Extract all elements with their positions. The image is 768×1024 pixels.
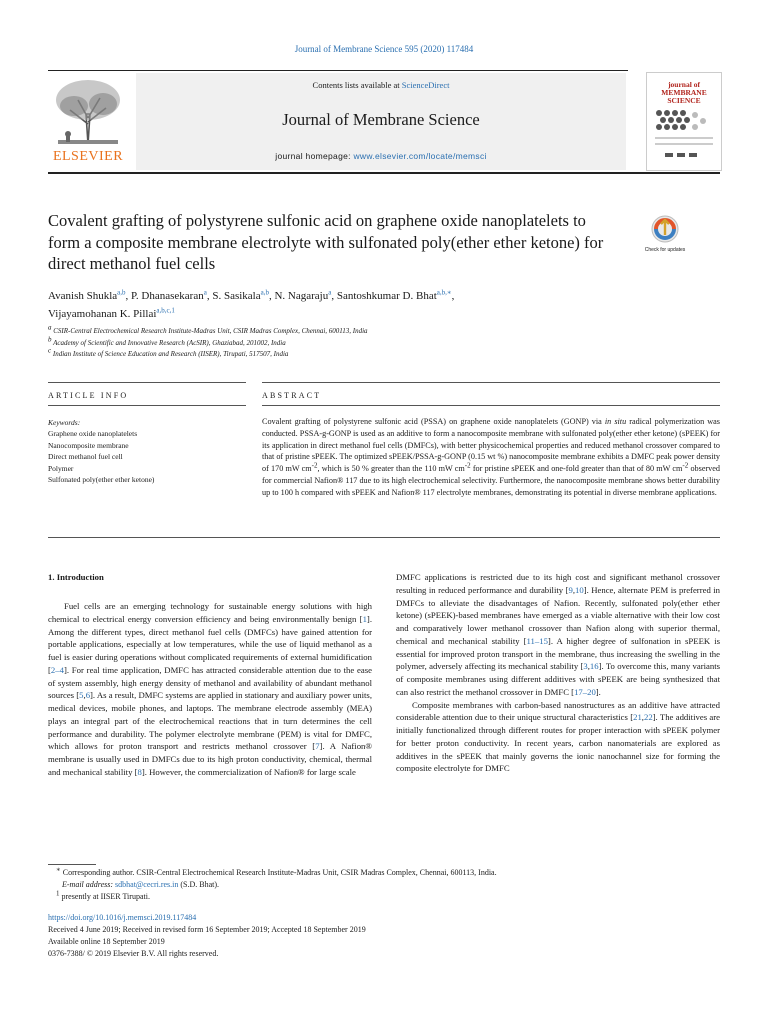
corresponding-footnote [56,867,716,879]
unit-exp-3: -2 [682,461,689,470]
check-for-updates-badge[interactable] [646,213,684,263]
copyright: 0376-7388/ © 2019 Elsevier B.V. All rights reserved. [48,949,219,958]
author-name[interactable]: P. Dhanasekaran [131,290,204,302]
keyword[interactable]: Nanocomposite membrane [48,440,129,450]
keyword[interactable]: Direct methanol fuel cell [48,452,123,461]
author-affil-marks[interactable]: a,b [260,288,269,297]
intro-text: Composite membranes with carbon-based nanostructures as an additive have attracted considerable attention due to their unique structural characteristics [ [396,699,720,723]
corr-text: Corresponding author. CSIR-Central Electrochemical Research Institute-Madras Unit, CSIR Madras Complex, Chennai, 600113, India. [60,868,497,877]
keyword[interactable]: Graphene oxide nanoplatelets [48,429,138,438]
reference-link[interactable]: 2–4 [50,664,64,675]
intro-paragraph [396,699,720,776]
intro-text: ]. Hence, alternate PEM is preferred in DMFCs to alleviate the disadvantages of Nafion. Recently, sulfonated poly(ether ether ketone) (sPEEK)-based membranes have emerged as a viable alternative with their low cost and comparatively lower methanol crossover than Nafion along with superior thermal, chemical and mechanical stability [ [396,584,720,646]
author-separator: , [451,290,455,302]
author-affil-marks[interactable]: a [203,288,207,297]
homepage-link[interactable]: www.elsevier.com/locate/memsci [353,151,487,161]
intro-text: , [587,661,590,672]
intro-text: , [572,584,576,595]
author-affil-marks[interactable]: a,b,∗ [436,288,452,297]
elsevier-wordmark: ELSEVIER [52,149,124,164]
intro-text: DMFC applications is restricted due to its high cost and significant methanol crossover resulting in reduced performance and durability [ [396,572,720,595]
reference-link[interactable]: 17–20 [574,686,596,697]
abstract-text [262,416,720,498]
email-footnote [62,879,722,891]
journal-name: Journal of Membrane Science [282,110,480,129]
affiliation-text: Academy of Scientific and Innovative Research (AcSIR), Ghaziabad, 201002, India [53,338,286,347]
article-info-heading: ARTICLE INFO [48,391,129,400]
journal-homepage [136,151,626,161]
author-name[interactable]: Avanish Shukla [48,290,118,302]
keywords-list [48,428,238,486]
cover-title: journal of MEMBRANE SCIENCE [661,80,707,105]
reference-link[interactable]: 11–15 [526,635,548,646]
keywords-label: Keywords: [48,418,81,427]
check-for-updates-label: Check for updates [644,247,686,253]
article-info-rule [48,382,246,383]
email-label: E-mail address: [62,880,116,889]
author-name[interactable]: Vijayamohanan K. Pillai [48,308,157,320]
received-dates: Received 4 June 2019; Received in revised form 16 September 2019; Accepted 18 September 2019 [48,925,366,934]
reference-link[interactable]: 5 [79,690,84,701]
intro-text: ]. Among the different types, direct methanol fuel cells (DMFCs) have gained attention for portable applications, especially at low temperatures, while the use of liquid methanol as a fuel is easier during operations without complicated requirements of external humidification [ [48,613,372,675]
unit-exp-2: -2 [464,461,471,470]
intro-text: , [83,690,86,701]
journal-citation-link[interactable]: Journal of Membrane Science 595 (2020) 117484 [294,44,474,54]
article-title: Covalent grafting of polystyrene sulfonic acid on graphene oxide nanoplatelets to form a composite membrane electrolyte with sulfonated poly(ether ether ketone) for direct methanol fuel cells [48,211,604,273]
abstract-rule-2 [262,405,720,406]
intro-text: ]. To overcome this, many variants of composite membranes using different additives with sPEEK are being synthesized that can also restrict the methanol crossover in DMFC [ [396,661,720,697]
contents-line [136,80,626,90]
contents-prefix: Contents lists available at [312,80,402,90]
reference-link[interactable]: 10 [575,584,584,595]
intro-text: ]. A higher degree of sulfonation in sPEEK is essential for improved proton transport in the membrane, thus increasing the swelling in the polymer, adversely affecting its mechanical stability [ [396,635,720,672]
present-address-footnote [56,891,716,903]
affiliation-line [48,346,648,361]
author-affil-marks[interactable]: a,b [117,288,126,297]
reference-link[interactable]: 6 [85,690,91,701]
reference-link[interactable]: 22 [643,712,653,723]
affiliation-text: CSIR-Central Electrochemical Research Institute-Madras Unit, CSIR Madras Complex, Chennai, 600113, India [53,327,368,335]
intro-text: ]. A Nafion® membrane is usually used in DMFCs due to its high proton conductivity, chemical, thermal and mechanical stability [ [48,741,372,777]
reference-link[interactable]: 8 [137,766,142,777]
corr-mark: ∗ [56,865,61,874]
affiliation-line [48,335,648,350]
abstract-heading: ABSTRACT [262,391,322,400]
intro-text: , [641,712,644,723]
intro-text: ]. [595,686,601,697]
affiliation-mark: c [48,346,52,355]
author-affil-marks[interactable]: a [328,288,332,297]
affiliation-mark: a [48,323,52,332]
intro-text: ]. However, the commercialization of Nafion® for large scale [141,766,356,777]
affiliations [48,323,648,361]
reference-link[interactable]: 16 [589,661,599,672]
email-link[interactable]: sdbhat@cecri.res.in [115,880,179,889]
affiliation-line [48,323,648,338]
doi-link[interactable]: https://doi.org/10.1016/j.memsci.2019.117484 [48,913,197,922]
intro-text: ]. For real time application, DMFC has attracted considerable attention due to the ease of system assembly, high energy density of methanol and availability of abundant methanol sources [ [48,664,372,701]
cover-graphic [651,107,717,163]
journal-cover-thumbnail[interactable] [646,72,722,171]
email-suffix: (S.D. Bhat). [178,880,220,889]
homepage-prefix: journal homepage: [275,151,354,161]
abstract-part-5: observed for commercial Nafion® 117 due to its high electrochemical selectivity. Furthermore, the nanocomposite membrane shows better durability up to 100 h compared with sPEEK and Nafion® 117 electrolyte membranes, demonstrating its potential in diverse membrane applications. [262,464,721,497]
keyword[interactable]: Sulfonated poly(ether ether ketone) [48,475,155,484]
unit-exp-1: -2 [311,461,318,470]
intro-paragraph [48,600,372,779]
author-separator: , [268,290,275,302]
abstract-rule-bottom [48,537,720,538]
author-separator: , [206,290,213,302]
intro-text: ]. The additives are initially functionalized through different routes for proper interaction with sPEEK polymer for better proton conductivity. In recent years, carbon nanomaterials are explored as additives in the sPEEK that mainly governs the ionic nanochannel size for forming the composite electrolyte for DMFC [396,712,720,774]
article-info-rule-2 [48,405,246,406]
intro-heading: 1. Introduction [48,572,104,582]
affiliation-text: Indian Institute of Science Education and Research (IISER), Tirupati, 517507, India [52,350,289,358]
intro-paragraph [396,571,720,699]
sciencedirect-link[interactable]: ScienceDirect [401,80,450,90]
reference-link[interactable]: 3 [583,661,588,672]
intro-text: Fuel cells are an emerging technology for sustainable energy solutions with high chemical to electrical energy conversion efficiency and being environmentally benign [ [48,601,372,624]
abstract-part-2: radical polymerization was conducted. PSSA-g-GONP is used as an additive to form a nanocomposite membrane with sulfonated poly(ether ether ketone) (sPEEK) for its application in direct methanol fuel cells (DMFCs), with better physicochemical properties and reduced methanol crossover compared to that of pristine sPEEK. The optimized sPEEK/PSSA-g-GONP (0.15 wt %) nanocomposite membrane exhibits a DMFC peak power density of 170 mW cm [262,417,720,473]
author-name[interactable]: S. Sasikala [212,290,261,302]
intro-right-column [396,571,720,775]
author-list [48,287,648,323]
reference-link[interactable]: 7 [315,741,320,752]
author-affil-marks[interactable]: a,b,c,1 [156,306,175,315]
affiliation-mark: b [48,335,52,344]
abstract-part-4: for pristine sPEEK and one-fold greater than that of 80 mW cm [470,464,683,473]
reference-link[interactable]: 9 [568,584,573,595]
author-name[interactable]: Santoshkumar D. Bhat [336,290,437,302]
keyword[interactable]: Polymer [48,463,74,473]
abstract-part-1: Covalent grafting of polystyrene sulfonic acid (PSSA) on graphene oxide nanoplatelets (GONP) via [262,417,605,426]
reference-link[interactable]: 1 [362,613,367,624]
abstract-rule-top [262,382,720,383]
header-top-rule [48,70,628,71]
reference-link[interactable]: 21 [633,712,642,723]
intro-left-column [48,600,372,779]
present-mark: 1 [56,889,60,898]
abstract-in-situ: in situ [604,417,627,426]
present-text: presently at IISER Tirupati. [59,892,150,901]
abstract-part-3: , which is 50 % greater than the 110 mW cm [317,464,465,473]
intro-text: ]. As a result, DMFC systems are applied in stationary and auxiliary power units, medical devices, mobile phones, and laptops. The membrane electrode assembly (MEA) plays an integral part of the electrochemical reactions that in turn determines the cell performance and durability. The polymer electrolyte membrane (PEM) is vital for DMFC, which allows for proton transport and restricts methanol crossover [ [48,690,372,752]
header-bottom-rule [48,172,720,174]
author-separator: , [331,290,337,302]
author-separator: , [125,290,132,302]
author-name[interactable]: N. Nagaraju [274,290,329,302]
available-online: Available online 18 September 2019 [48,937,165,946]
